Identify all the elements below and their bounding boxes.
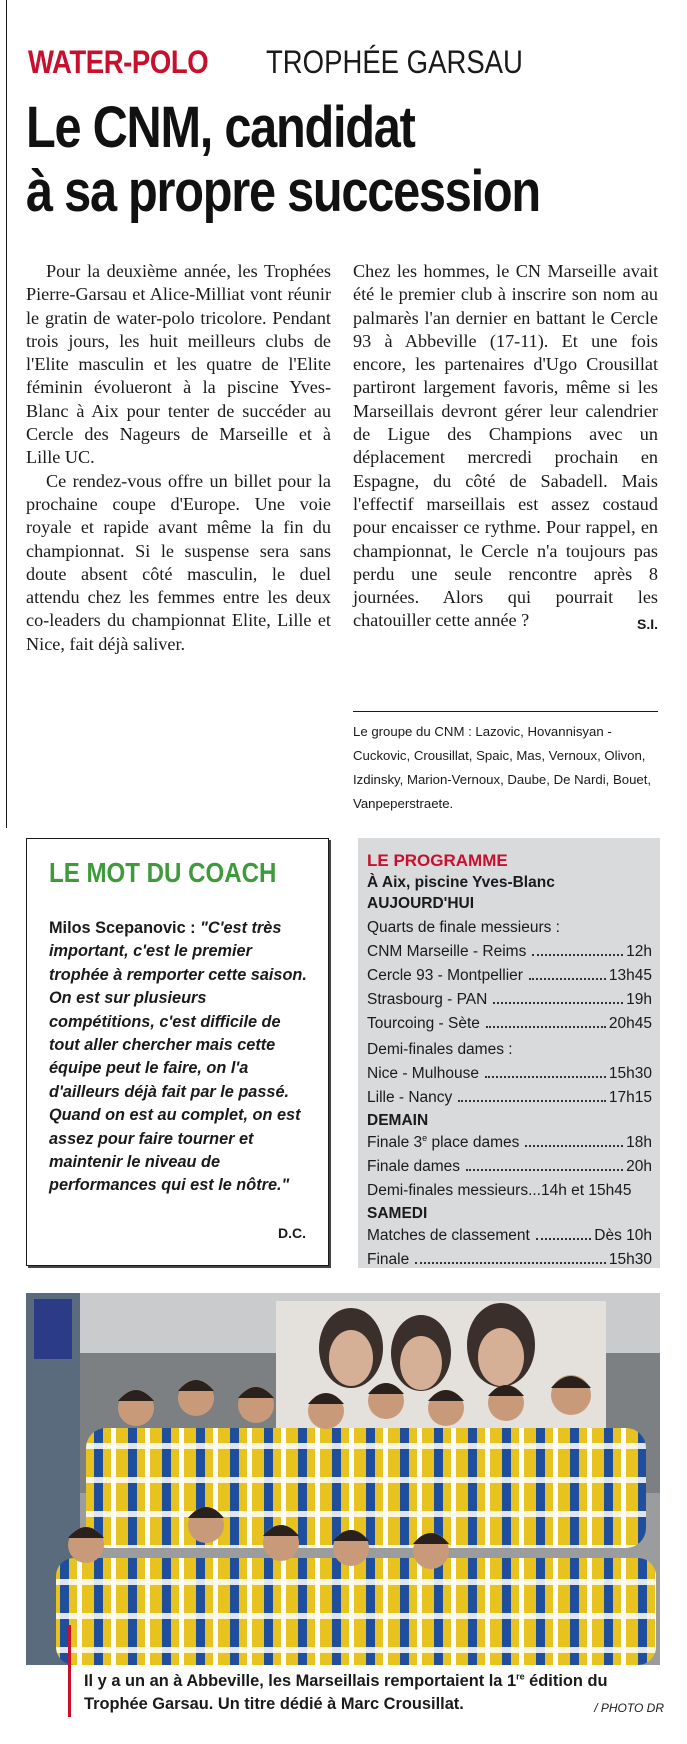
match-time: 20h45 <box>608 1015 652 1032</box>
match-time: 17h15 <box>608 1089 652 1106</box>
programme-match-row <box>367 1179 652 1203</box>
headline <box>26 96 686 224</box>
kicker-category: WATER-POLO <box>28 44 209 80</box>
programme-title: LE PROGRAMME <box>367 851 508 870</box>
match-time: 20h <box>626 1158 652 1175</box>
match-time: 15h30 <box>608 1251 652 1268</box>
programme-match-row <box>367 1155 652 1179</box>
match-time: 18h <box>626 1134 652 1151</box>
team-roster: Le groupe du CNM : Lazovic, Hovannisyan - Cuckovic, Crousillat, Spaic, Mas, Vernoux, Olivon, Izdinsky, Marion-Vernoux, Daube, De Nardi, Bouet, Vanpeperstraete. <box>353 724 652 811</box>
left-margin-rule <box>6 0 7 828</box>
programme-match-row <box>367 1062 652 1086</box>
programme-match-row <box>367 1086 652 1110</box>
headline-line-1: Le CNM, candidat <box>26 95 415 160</box>
coach-quote-text: "C'est très important, c'est le premier trophée à remporter cette saison. On est sur plusieurs compétitions, c'est difficile de tout aller chercher mais cette équipe peut le faire, on l'a d'ailleurs déjà fait par le passé. Quand on est au complet, on est assez pour faire tourner et maintenir le niveau de performances qui est le nôtre." <box>49 919 307 1195</box>
programme-match-row <box>367 1224 652 1248</box>
headline-line-2: à sa propre succession <box>26 159 540 224</box>
coach-quote-box <box>26 838 329 1266</box>
caption-accent-bar <box>68 1625 71 1717</box>
match-label: Demi-finales messieurs...14h et 15h45 <box>367 1182 632 1199</box>
match-time: 19h <box>626 991 652 1008</box>
programme-day-today: AUJOURD'HUI <box>367 895 475 912</box>
programme-box <box>358 838 660 1268</box>
coach-speaker: Milos Scepanovic : <box>49 919 201 937</box>
article-paragraph-2: Ce rendez-vous offre un billet pour la prochaine coupe d'Europe. Une voie royale et rapide avant même la fin du championnat. Si le suspense sera sans doute absent côté masculin, le duel attendu chez les femmes entre les deux co-leaders du championnat Elite, Lille et Nice, fait déjà saliver. <box>26 470 331 654</box>
match-label: Nice - Mulhouse <box>367 1065 479 1082</box>
match-label: CNM Marseille - Reims <box>367 943 527 960</box>
article-paragraph-1: Pour la deuxième année, les Trophées Pierre-Garsau et Alice-Milliat vont réunir le gratin de water-polo tricolore. Pendant trois jours, les huit meilleurs clubs de l'Elite masculin et les quatre de l'Elite féminin évolueront à la piscine Yves-Blanc à Aix pour tenter de succéder au Cercle des Nageurs de Marseille et à Lille UC. <box>26 261 331 468</box>
programme-match-row <box>367 1248 652 1272</box>
kicker-subject: TROPHÉE GARSAU <box>266 44 523 80</box>
programme-match-row <box>367 988 652 1012</box>
programme-match-row <box>367 964 652 988</box>
programme-day-tomorrow: DEMAIN <box>367 1112 429 1129</box>
article-column-right <box>353 260 658 637</box>
programme-heading-semis-women: Demi-finales dames : <box>367 1041 513 1058</box>
article-paragraph-3-text: Chez les hommes, le CN Marseille avait été le premier club à inscrire son nom au palmarès l'an dernier en battant le Cercle 93 à Abbeville (17-11). Et une fois encore, les partenaires d'Ugo Crousillat partiront largement favoris, même si les Marseillais devront gérer leur calendrier de Ligue des Champions avec un déplacement mercredi prochain en Espagne, du côté de Sabadell. Mais l'effectif marseillais est assez costaud pour encaisser ce rythme. Pour rappel, en championnat, le Cercle n'a toujours pas perdu une seule rencontre après 8 journées. Alors qui pourrait les chatouiller cette année ? <box>353 261 658 631</box>
coach-box-title: LE MOT DU COACH <box>49 857 277 888</box>
match-label: Finale <box>367 1251 410 1268</box>
photo-credit: / PHOTO DR <box>594 1701 664 1715</box>
coach-quote <box>49 917 311 1198</box>
programme-day-saturday: SAMEDI <box>367 1205 428 1222</box>
programme-match-row <box>367 1131 652 1155</box>
match-time: Dès 10h <box>594 1227 652 1244</box>
match-time: 13h45 <box>608 967 652 984</box>
match-label: Cercle 93 - Montpellier <box>367 967 523 984</box>
team-photo-illustration <box>26 1293 660 1665</box>
programme-heading-quarters: Quarts de finale messieurs : <box>367 919 560 936</box>
article-signature: S.I. <box>636 616 658 633</box>
match-label: Lille - Nancy <box>367 1089 453 1106</box>
programme-venue: À Aix, piscine Yves-Blanc <box>367 874 555 891</box>
match-label: Finale 3e place dames <box>367 1132 520 1151</box>
programme-match-row <box>367 1012 652 1036</box>
photo-caption: Il y a un an à Abbeville, les Marseillais remportaient la 1re édition du Trophée Garsau. Un titre dédié à Marc Crousillat. / PHOTO DR <box>84 1670 664 1720</box>
programme-match-row <box>367 940 652 964</box>
match-label: Finale dames <box>367 1158 461 1175</box>
article-column-left <box>26 260 331 656</box>
match-label: Matches de classement <box>367 1227 530 1244</box>
match-label: Tourcoing - Sète <box>367 1015 480 1032</box>
match-time: 12h <box>626 943 652 960</box>
roster-divider <box>353 711 658 712</box>
team-photo <box>26 1293 660 1665</box>
coach-box-signature: D.C. <box>278 1225 306 1241</box>
article-paragraph-3 <box>353 260 658 633</box>
kicker <box>28 44 523 84</box>
match-label: Strasbourg - PAN <box>367 991 488 1008</box>
match-time: 15h30 <box>608 1065 652 1082</box>
